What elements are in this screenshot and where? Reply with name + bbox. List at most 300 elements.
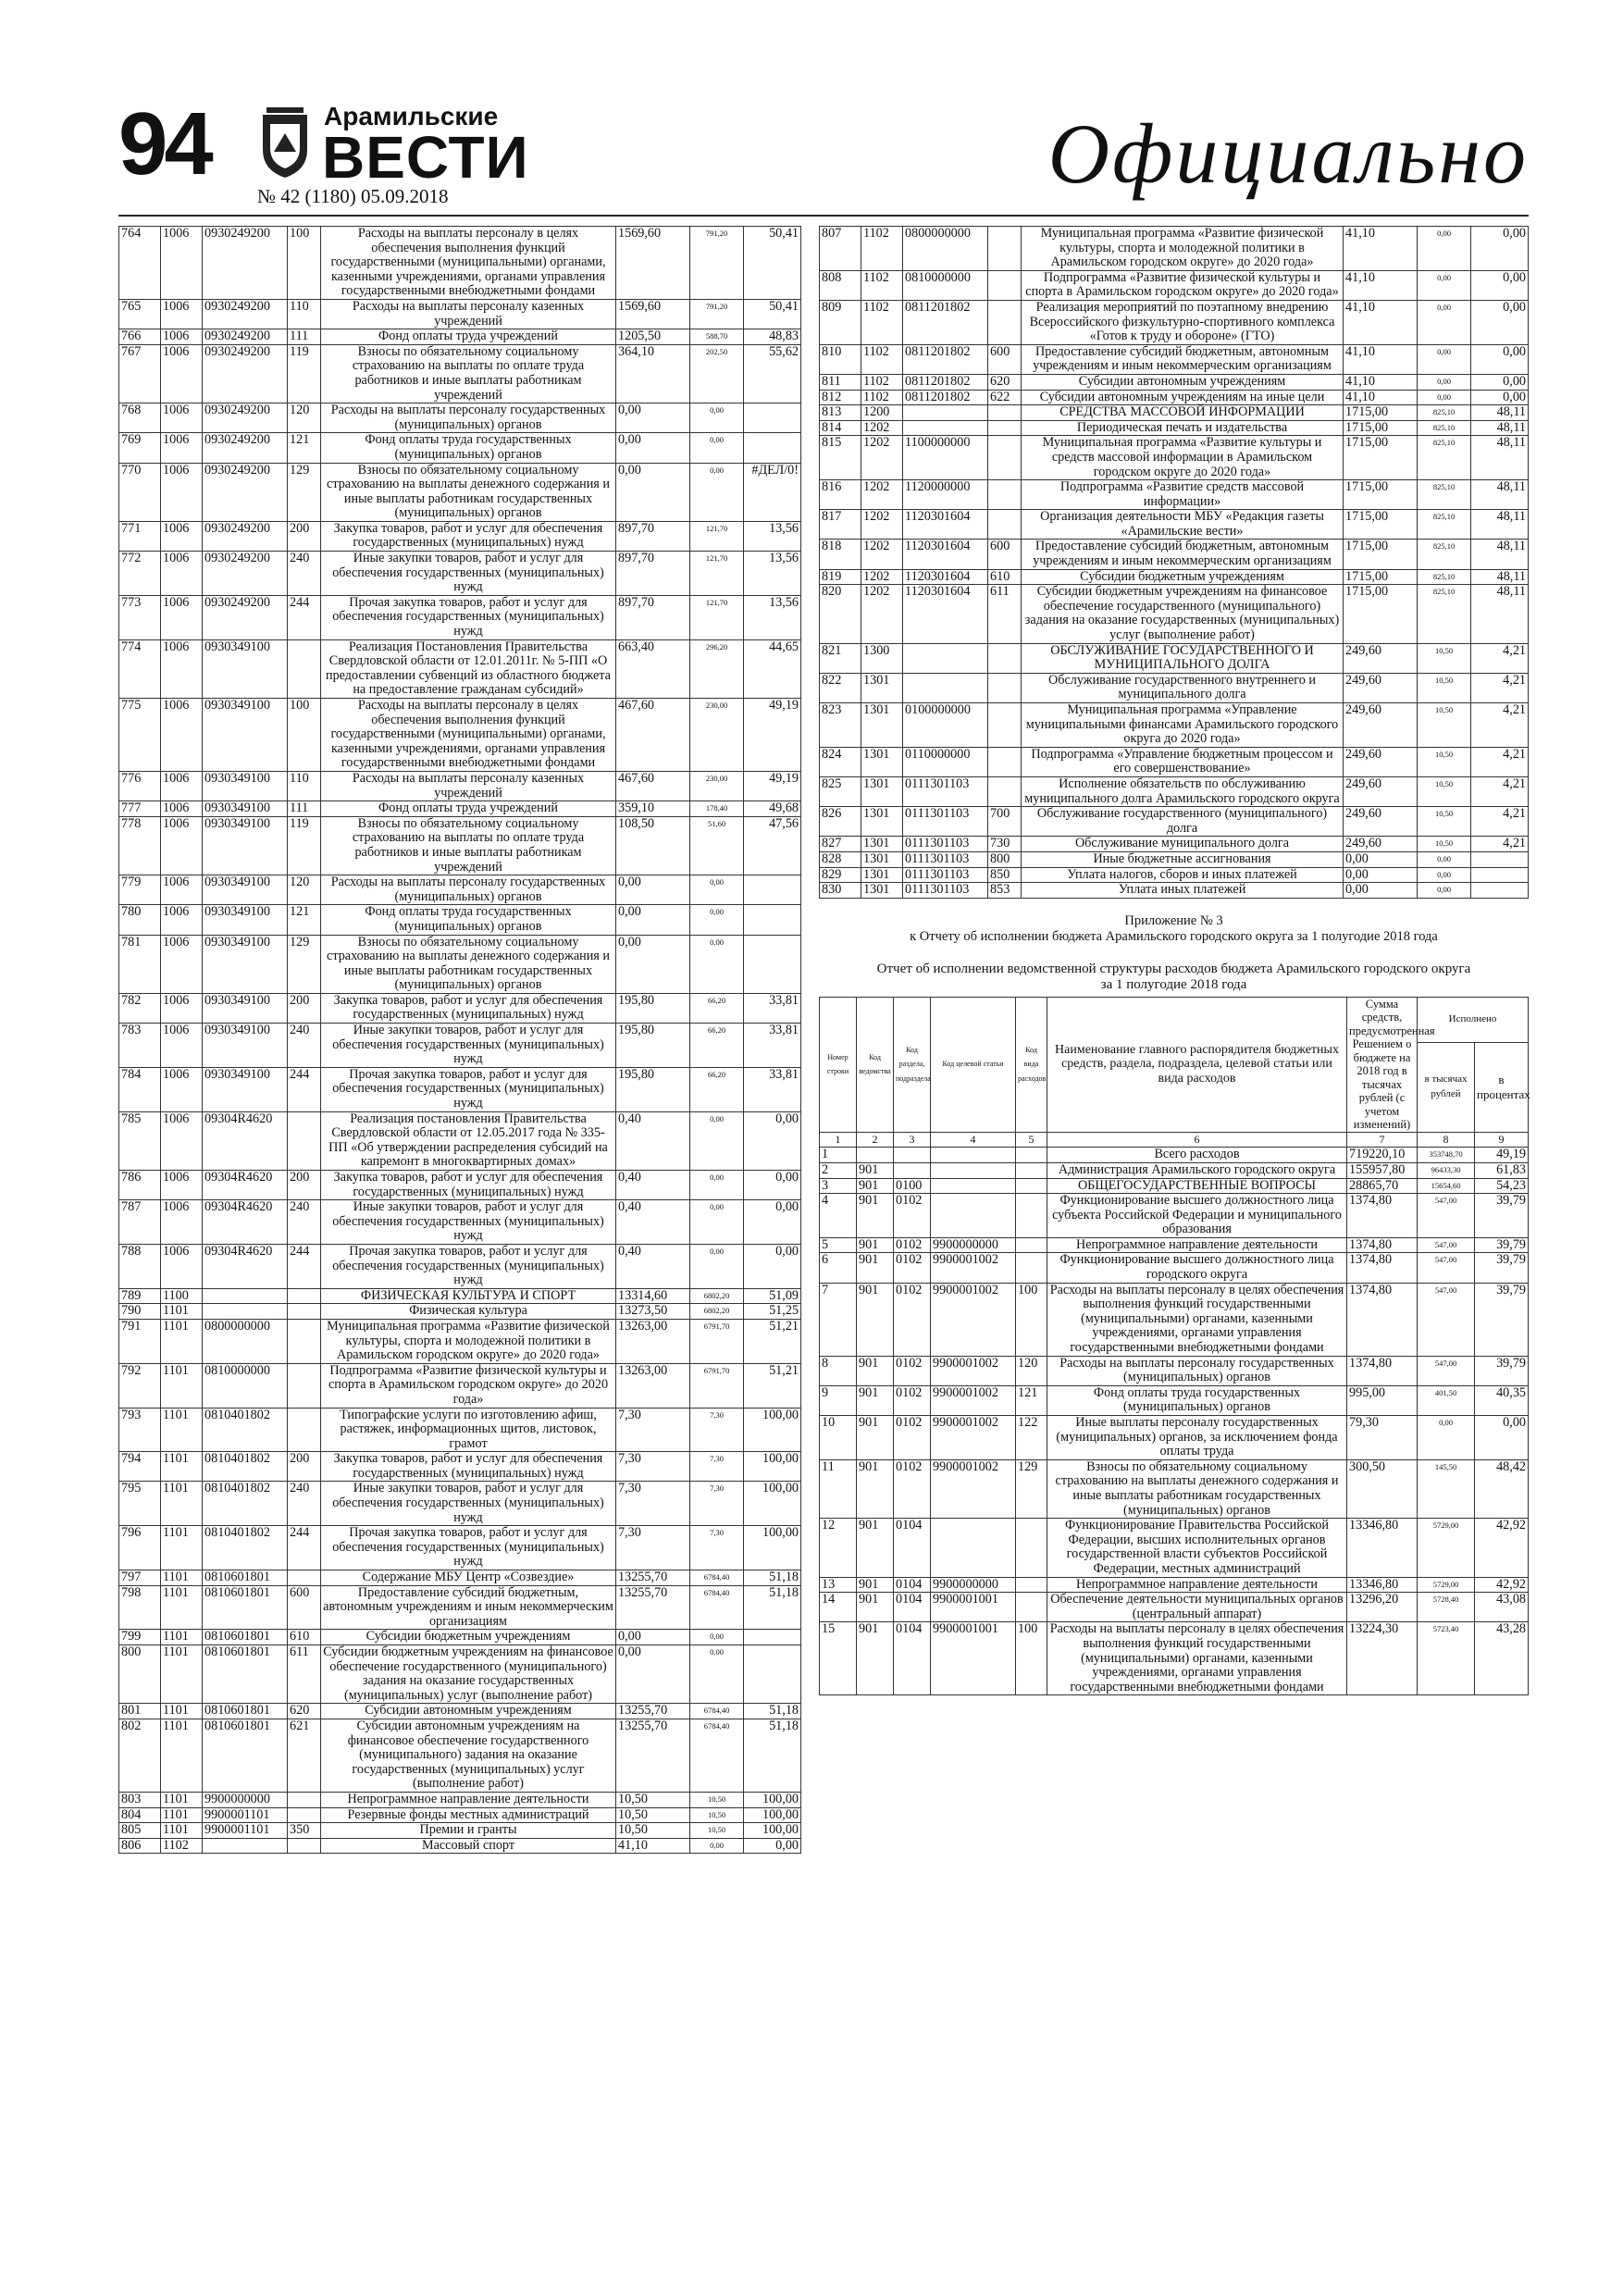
table-cell: Субсидии бюджетным учреждениям на финансовое обеспечение государственного (муниципального) задания на оказание государственных (муниципальных) услуг (выполнение работ) (321, 1645, 616, 1704)
table-cell: 547,00 (1418, 1194, 1475, 1238)
table-cell: 0102 (894, 1416, 931, 1460)
table-cell: 781 (119, 935, 161, 993)
table-cell: 1300 (861, 643, 903, 673)
table-cell: 1301 (861, 837, 903, 852)
table-cell: 0,00 (1344, 883, 1418, 899)
table-cell: 0810601801 (203, 1630, 288, 1645)
table-cell: Расходы на выплаты персоналу в целях обеспечения выполнения функций государственными (муниципальными) органами, казенными учреждениями, органами управления государственными внебюджетными фондами (321, 227, 616, 300)
table-cell: Фонд оплаты труда государственных (муниципальных) органов (321, 433, 616, 463)
table-cell: 1120301604 (903, 569, 988, 585)
table-cell: 0,00 (690, 1645, 744, 1704)
table-cell: Закупка товаров, работ и услуг для обеспечения государственных (муниципальных) нужд (321, 521, 616, 551)
table-cell: 100 (1016, 1283, 1047, 1356)
table-cell: 825,10 (1418, 405, 1471, 421)
table-cell: 1202 (861, 420, 903, 436)
table-cell: 0811201802 (903, 374, 988, 390)
table-cell: 33,81 (744, 1024, 801, 1068)
table-cell: 0,00 (744, 1244, 801, 1288)
table-cell: 249,60 (1344, 673, 1418, 702)
table-cell: 811 (820, 374, 861, 390)
table-cell: 1202 (861, 436, 903, 480)
table-cell: 5 (820, 1237, 857, 1253)
table-cell: 100 (288, 227, 321, 300)
table-row (820, 673, 1529, 702)
table-row (820, 1162, 1529, 1178)
table-cell: 1715,00 (1344, 480, 1418, 510)
table-cell: 42,92 (1475, 1577, 1529, 1593)
table-cell (288, 1408, 321, 1452)
table-cell: 48,42 (1475, 1459, 1529, 1518)
table-cell: 828 (820, 851, 861, 867)
table-cell: Функционирование высшего должностного лица субъекта Российской Федерации и муниципального образования (1047, 1194, 1347, 1238)
table-cell: 300,50 (1347, 1459, 1418, 1518)
table-cell: 48,11 (1471, 420, 1529, 436)
table-cell: 4,21 (1471, 747, 1529, 776)
table-cell: 901 (857, 1194, 894, 1238)
table-row (119, 1823, 801, 1839)
coat-of-arms-icon (257, 105, 313, 180)
table-cell: 611 (988, 585, 1022, 643)
table-row (119, 771, 801, 800)
table-cell: 0,00 (1471, 300, 1529, 344)
table-cell: 1101 (161, 1645, 203, 1704)
table-cell: 240 (288, 552, 321, 596)
table-cell (1471, 867, 1529, 883)
table-cell: 826 (820, 807, 861, 837)
table-cell (1016, 1519, 1047, 1577)
table-cell: 820 (820, 585, 861, 643)
table-cell: 0930349100 (203, 801, 288, 817)
table-cell: 804 (119, 1807, 161, 1823)
table-cell: 111 (288, 329, 321, 345)
table-cell: Фонд оплаты труда государственных (муниципальных) органов (1047, 1385, 1347, 1415)
table-cell: Взносы по обязательному социальному страхованию на выплаты денежного содержания и иные выплаты работникам государственных (муниципальных) органов (321, 935, 616, 993)
table-cell: 1006 (161, 1171, 203, 1200)
table-cell (988, 673, 1022, 702)
table-cell: 120 (288, 403, 321, 433)
table-cell: 0110000000 (903, 747, 988, 776)
table-cell: 1374,80 (1347, 1253, 1418, 1283)
table-cell: 1715,00 (1344, 436, 1418, 480)
table-cell: 770 (119, 463, 161, 521)
table-cell: 249,60 (1344, 747, 1418, 776)
table-cell: 244 (288, 1067, 321, 1111)
table-row (820, 1253, 1529, 1283)
table-cell: 2 (820, 1162, 857, 1178)
table-cell: 54,23 (1475, 1178, 1529, 1194)
table-cell: Резервные фонды местных администраций (321, 1807, 616, 1823)
table-cell: 121 (288, 905, 321, 935)
table-cell: 0,00 (1418, 390, 1471, 405)
left-column (118, 226, 801, 1854)
table-cell: 48,11 (1471, 480, 1529, 510)
table-cell: 730 (988, 837, 1022, 852)
table-cell: 10,50 (1418, 673, 1471, 702)
table-cell: 0811201802 (903, 390, 988, 405)
table-cell: 1374,80 (1347, 1356, 1418, 1385)
report-title-line2: за 1 полугодие 2018 года (1100, 976, 1247, 992)
table-cell: 49,68 (744, 801, 801, 817)
table-cell: 120 (288, 875, 321, 905)
table-cell: Непрограммное направление деятельности (1047, 1577, 1347, 1593)
table-cell: 100,00 (744, 1452, 801, 1482)
table-row (820, 480, 1529, 510)
table-cell: 1102 (861, 390, 903, 405)
table-cell: 1200 (861, 405, 903, 421)
table-cell: 588,70 (690, 329, 744, 345)
table-cell: 1102 (861, 374, 903, 390)
table-cell: 12 (820, 1519, 857, 1577)
table-cell: 1101 (161, 1482, 203, 1526)
table-cell: 10 (820, 1416, 857, 1460)
table-cell: Закупка товаров, работ и услуг для обеспечения государственных (муниципальных) нужд (321, 1171, 616, 1200)
table-cell: 7,30 (616, 1408, 690, 1452)
table-row (820, 1194, 1529, 1238)
table-cell: 0,40 (616, 1111, 690, 1170)
table-cell: 1006 (161, 1244, 203, 1288)
table-cell: #ДЕЛ/0! (744, 463, 801, 521)
table-cell: 1006 (161, 1024, 203, 1068)
table-cell: 0100000000 (903, 703, 988, 748)
table-cell: 467,60 (616, 771, 690, 800)
table-row (119, 1807, 801, 1823)
table-cell: 0800000000 (903, 227, 988, 271)
table-row (119, 1570, 801, 1586)
table-cell: 1301 (861, 673, 903, 702)
table-cell: 108,50 (616, 816, 690, 875)
table-cell: 802 (119, 1719, 161, 1792)
table-cell (988, 510, 1022, 540)
table-cell: 1715,00 (1344, 420, 1418, 436)
table-cell: 28865,70 (1347, 1178, 1418, 1194)
table-cell (744, 403, 801, 433)
table-cell: 0,00 (690, 1244, 744, 1288)
table-cell: Муниципальная программа «Развитие культуры и средств массовой информации в Арамильском городском округе до 2020 года» (1022, 436, 1344, 480)
table-cell: 0810601801 (203, 1719, 288, 1792)
table-cell: 1101 (161, 1452, 203, 1482)
table-cell (288, 1792, 321, 1807)
table-cell: 810 (820, 344, 861, 374)
table-cell (1016, 1162, 1047, 1178)
table-cell: 0,00 (744, 1200, 801, 1245)
table-cell: Фонд оплаты труда государственных (муниципальных) органов (321, 905, 616, 935)
table-cell: 195,80 (616, 993, 690, 1023)
table-cell: 0,00 (744, 1111, 801, 1170)
table-cell: 6791,70 (690, 1319, 744, 1363)
table-cell: 1301 (861, 747, 903, 776)
table-cell: 610 (988, 569, 1022, 585)
table-cell: 13255,70 (616, 1704, 690, 1719)
table-cell: Иные закупки товаров, работ и услуг для обеспечения государственных (муниципальных) нужд (321, 552, 616, 596)
table-row (119, 905, 801, 935)
table-row (119, 1585, 801, 1630)
table-cell: 620 (288, 1704, 321, 1719)
table-cell: 791 (119, 1319, 161, 1363)
table-cell: 780 (119, 905, 161, 935)
table-cell: 7,30 (690, 1482, 744, 1526)
table-cell: 39,79 (1475, 1194, 1529, 1238)
table-cell: 901 (857, 1356, 894, 1385)
table-cell: 0,00 (1418, 851, 1471, 867)
table-cell: 119 (288, 816, 321, 875)
table-cell: 401,50 (1418, 1385, 1475, 1415)
table-cell: 4,21 (1471, 837, 1529, 852)
table-cell: 1006 (161, 875, 203, 905)
table-row (820, 1519, 1529, 1577)
table-cell: 66,20 (690, 993, 744, 1023)
table-cell (894, 1148, 931, 1163)
table-cell: Субсидии автономным учреждениям на иные цели (1022, 390, 1344, 405)
table-cell: 813 (820, 405, 861, 421)
right-column (819, 226, 1529, 1695)
table-cell: 0930249200 (203, 595, 288, 639)
table-cell: 795 (119, 1482, 161, 1526)
table-cell: 6784,40 (690, 1585, 744, 1630)
table-cell: 0,00 (1471, 227, 1529, 271)
table-cell (988, 480, 1022, 510)
table-cell: Функционирование высшего должностного лица городского округа (1047, 1253, 1347, 1283)
table-cell: 0,00 (616, 875, 690, 905)
table-cell: 10,50 (1418, 703, 1471, 748)
table-cell: 364,10 (616, 344, 690, 403)
table-cell: Муниципальная программа «Развитие физической культуры, спорта и молодежной политики в Арамильском городском округе» до 2020 года» (1022, 227, 1344, 271)
table-cell: 0930349100 (203, 993, 288, 1023)
table-cell: 48,11 (1471, 405, 1529, 421)
table-cell: 11 (820, 1459, 857, 1518)
table-cell: Субсидии бюджетным учреждениям на финансовое обеспечение государственного (муниципального) задания на оказание государственных (муниципальных) услуг (выполнение работ) (1022, 585, 1344, 643)
table-row (820, 1622, 1529, 1695)
table-row (820, 807, 1529, 837)
table-cell: 772 (119, 552, 161, 596)
table-cell: 821 (820, 643, 861, 673)
table-cell: 100,00 (744, 1807, 801, 1823)
table-cell: 155957,80 (1347, 1162, 1418, 1178)
table-cell: 0102 (894, 1237, 931, 1253)
table-cell: 0810401802 (203, 1408, 288, 1452)
table-cell: 0810401802 (203, 1482, 288, 1526)
table-cell: 0102 (894, 1385, 931, 1415)
table-cell (988, 776, 1022, 806)
table-cell: 807 (820, 227, 861, 271)
table-cell: 1715,00 (1344, 540, 1418, 569)
table-cell (1016, 1237, 1047, 1253)
table-cell: 350 (288, 1823, 321, 1839)
table-row (119, 1482, 801, 1526)
table-cell (203, 1304, 288, 1320)
table-cell: 09304R4620 (203, 1111, 288, 1170)
table-cell: 1715,00 (1344, 569, 1418, 585)
table-cell (988, 747, 1022, 776)
table-cell: 621 (288, 1719, 321, 1792)
table-cell: 773 (119, 595, 161, 639)
table-cell: 7,30 (690, 1408, 744, 1452)
table-cell: 774 (119, 639, 161, 698)
table-cell (1016, 1253, 1047, 1283)
table-cell (288, 1807, 321, 1823)
table-cell: 798 (119, 1585, 161, 1630)
table-cell: 0930249200 (203, 403, 288, 433)
table-cell: 766 (119, 329, 161, 345)
table-row (820, 1593, 1529, 1622)
table-cell: 1102 (861, 227, 903, 271)
table-cell: 41,10 (1344, 227, 1418, 271)
table-row (820, 436, 1529, 480)
table-cell: 0102 (894, 1356, 931, 1385)
table-cell: 1101 (161, 1408, 203, 1452)
table-cell: 786 (119, 1171, 161, 1200)
table-cell (903, 405, 988, 421)
table-cell: 4,21 (1471, 643, 1529, 673)
table-cell: 0,00 (690, 1200, 744, 1245)
table-cell: 49,19 (744, 771, 801, 800)
table-cell: 1101 (161, 1363, 203, 1408)
header-row-number: Номер строки (820, 997, 857, 1132)
table-row (119, 433, 801, 463)
header-exec-rub: в тысячах рублей (1418, 1043, 1475, 1132)
table-cell: 13 (820, 1577, 857, 1593)
table-cell: 5729,00 (1418, 1577, 1475, 1593)
table-cell: 244 (288, 1526, 321, 1570)
table-cell: Функционирование Правительства Российской Федерации, высших исполнительных органов государственной власти субъектов Российской Федерации, местных администраций (1047, 1519, 1347, 1577)
table-cell: 1006 (161, 463, 203, 521)
table-cell: 901 (857, 1416, 894, 1460)
table-cell (1016, 1194, 1047, 1238)
table-cell: 4,21 (1471, 807, 1529, 837)
table-cell: 1205,50 (616, 329, 690, 345)
table-cell: 812 (820, 390, 861, 405)
table-cell: Обслуживание государственного (муниципального) долга (1022, 807, 1344, 837)
table-cell: Подпрограмма «Развитие физической культуры и спорта в Арамильском городском округе» до 2020 года» (321, 1363, 616, 1408)
table-cell: 42,92 (1475, 1519, 1529, 1577)
table-cell: 0100 (894, 1178, 931, 1194)
table-cell: 0800000000 (203, 1319, 288, 1363)
table-cell (744, 935, 801, 993)
table-cell: 1006 (161, 433, 203, 463)
table-cell: 622 (988, 390, 1022, 405)
table-cell: 10,50 (616, 1823, 690, 1839)
table-cell: 7,30 (616, 1482, 690, 1526)
table-cell: 1006 (161, 699, 203, 772)
table-cell: Взносы по обязательному социальному страхованию на выплаты денежного содержания и иные выплаты работникам государственных (муниципальных) органов (321, 463, 616, 521)
header-exec-pct: в процентах (1475, 1043, 1529, 1132)
table-cell: 0,00 (1418, 883, 1471, 899)
table-cell: 51,25 (744, 1304, 801, 1320)
table-row (820, 300, 1529, 344)
table-cell: Прочая закупка товаров, работ и услуг для обеспечения государственных (муниципальных) нужд (321, 1526, 616, 1570)
table-cell: 15654,60 (1418, 1178, 1475, 1194)
table-cell: 547,00 (1418, 1356, 1475, 1385)
table-cell: 0,00 (690, 1111, 744, 1170)
table-cell: 1569,60 (616, 299, 690, 329)
table-row (119, 299, 801, 329)
table-cell: 13,56 (744, 521, 801, 551)
table-cell (988, 227, 1022, 271)
table-cell: Расходы на выплаты персоналу в целях обеспечения выполнения функций государственными (муниципальными) органами, казенными учреждениями, органами управления государственными внебюджетными фондами (321, 699, 616, 772)
table-cell: 10,50 (1418, 643, 1471, 673)
table-cell: 1120301604 (903, 510, 988, 540)
report-table (819, 997, 1529, 1696)
table-cell: Типографские услуги по изготовлению афиш, растяжек, информационных щитов, листовок, грамот (321, 1408, 616, 1452)
table-cell: 9 (820, 1385, 857, 1415)
table-cell: 4 (820, 1194, 857, 1238)
table-cell: 782 (119, 993, 161, 1023)
table-cell: 0,00 (690, 463, 744, 521)
table-cell: 49,19 (744, 699, 801, 772)
table-cell (1016, 1593, 1047, 1622)
table-row (820, 374, 1529, 390)
table-cell: Взносы по обязательному социальному страхованию на выплаты по оплате труда работников и иные выплаты работникам учреждений (321, 816, 616, 875)
table-cell (931, 1148, 1016, 1163)
table-cell (288, 1838, 321, 1854)
table-cell: 13263,00 (616, 1363, 690, 1408)
table-cell: 121 (1016, 1385, 1047, 1415)
table-cell: 0,40 (616, 1244, 690, 1288)
table-cell: 48,83 (744, 329, 801, 345)
table-cell: 901 (857, 1162, 894, 1178)
table-cell (1016, 1148, 1047, 1163)
table-cell: Субсидии автономным учреждениям на финансовое обеспечение государственного (муниципального) задания на оказание государственных (муниципальных) услуг (выполнение работ) (321, 1719, 616, 1792)
table-cell: 1100000000 (903, 436, 988, 480)
table-row (820, 540, 1529, 569)
table-cell: 129 (288, 935, 321, 993)
table-cell: 785 (119, 1111, 161, 1170)
table-cell (903, 673, 988, 702)
table-cell: 51,18 (744, 1719, 801, 1792)
table-cell: 41,10 (1344, 270, 1418, 300)
table-cell: 0,40 (616, 1200, 690, 1245)
table-cell: 5728,40 (1418, 1593, 1475, 1622)
table-cell: 0,00 (1344, 867, 1418, 883)
table-cell: 0111301103 (903, 867, 988, 883)
table-cell: 1374,80 (1347, 1283, 1418, 1356)
table-cell (288, 639, 321, 698)
table-cell (744, 1645, 801, 1704)
table-cell: 0,00 (616, 1645, 690, 1704)
table-cell: 0930349100 (203, 875, 288, 905)
table-row (119, 699, 801, 772)
table-cell (931, 1162, 1016, 1178)
table-cell: 10,50 (690, 1807, 744, 1823)
table-cell: 0,00 (690, 1838, 744, 1854)
table-cell: 768 (119, 403, 161, 433)
budget-table-left (118, 226, 801, 1854)
table-cell: 178,40 (690, 801, 744, 817)
table-cell: Расходы на выплаты персоналу государственных (муниципальных) органов (321, 875, 616, 905)
table-cell: Премии и гранты (321, 1823, 616, 1839)
table-cell: 0930249200 (203, 433, 288, 463)
table-cell (288, 1570, 321, 1586)
table-cell: Расходы на выплаты персоналу в целях обеспечения выполнения функций государственными (муниципальными) органами, казенными учреждениями, органами управления государственными внебюджетными фондами (1047, 1622, 1347, 1695)
table-cell: 825,10 (1418, 540, 1471, 569)
table-row (820, 585, 1529, 643)
table-cell: 1301 (861, 883, 903, 899)
table-cell: 41,10 (1344, 390, 1418, 405)
table-cell: 0111301103 (903, 807, 988, 837)
table-row (119, 1792, 801, 1807)
table-cell: 0,00 (744, 1171, 801, 1200)
table-cell: 853 (988, 883, 1022, 899)
table-cell: 547,00 (1418, 1283, 1475, 1356)
issue-info: № 42 (1180) 05.09.2018 (257, 185, 449, 207)
table-cell: Уплата иных платежей (1022, 883, 1344, 899)
table-cell: Исполнение обязательств по обслуживанию муниципального долга Арамильского городского округа (1022, 776, 1344, 806)
table-row (119, 1645, 801, 1704)
table-cell: 40,35 (1475, 1385, 1529, 1415)
table-cell: 0102 (894, 1194, 931, 1238)
table-cell: 0111301103 (903, 837, 988, 852)
table-cell: 0,00 (1418, 227, 1471, 271)
table-cell: 41,10 (616, 1838, 690, 1854)
